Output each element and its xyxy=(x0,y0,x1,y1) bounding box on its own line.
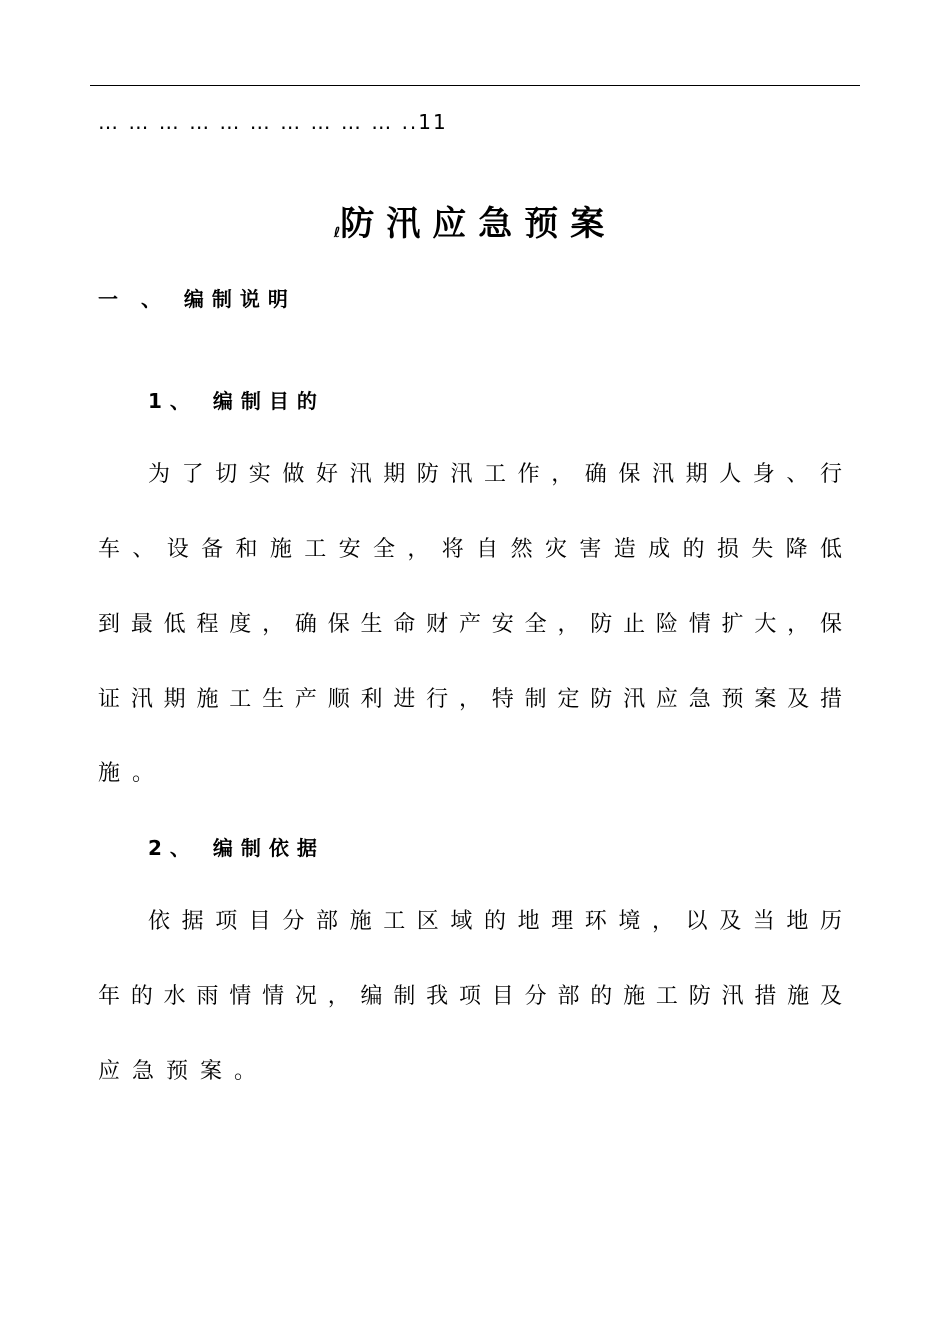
paragraph-line: 依据项目分部施工区域的地理环境，以及当地历 xyxy=(148,909,842,934)
document-title xyxy=(0,196,950,259)
toc-entry-dots[interactable]: … … … … … … … … … … ..11 xyxy=(98,110,448,134)
section-heading-compilation-notes: 一 、 编制说明 xyxy=(98,287,296,311)
paragraph-line: 施。 xyxy=(98,761,167,786)
subsection-heading-basis: 2、 编制依据 xyxy=(148,836,325,860)
title-anchor-mark: ℓ xyxy=(333,225,341,241)
title-text: 防汛应急预案 xyxy=(340,204,617,244)
paragraph-line: 应急预案。 xyxy=(98,1059,269,1084)
paragraph-line: 证汛期施工生产顺利进行，特制定防汛应急预案及措 xyxy=(98,687,842,712)
header-rule xyxy=(90,85,860,86)
subsection-heading-purpose: 1、 编制目的 xyxy=(148,389,325,413)
paragraph-line: 年的水雨情情况，编制我项目分部的施工防汛措施及 xyxy=(98,984,842,1009)
paragraph-line: 到最低程度，确保生命财产安全，防止险情扩大，保 xyxy=(98,612,842,637)
paragraph-line: 为了切实做好汛期防汛工作，确保汛期人身、行 xyxy=(148,462,842,487)
paragraph-line: 车、设备和施工安全，将自然灾害造成的损失降低 xyxy=(98,537,842,562)
